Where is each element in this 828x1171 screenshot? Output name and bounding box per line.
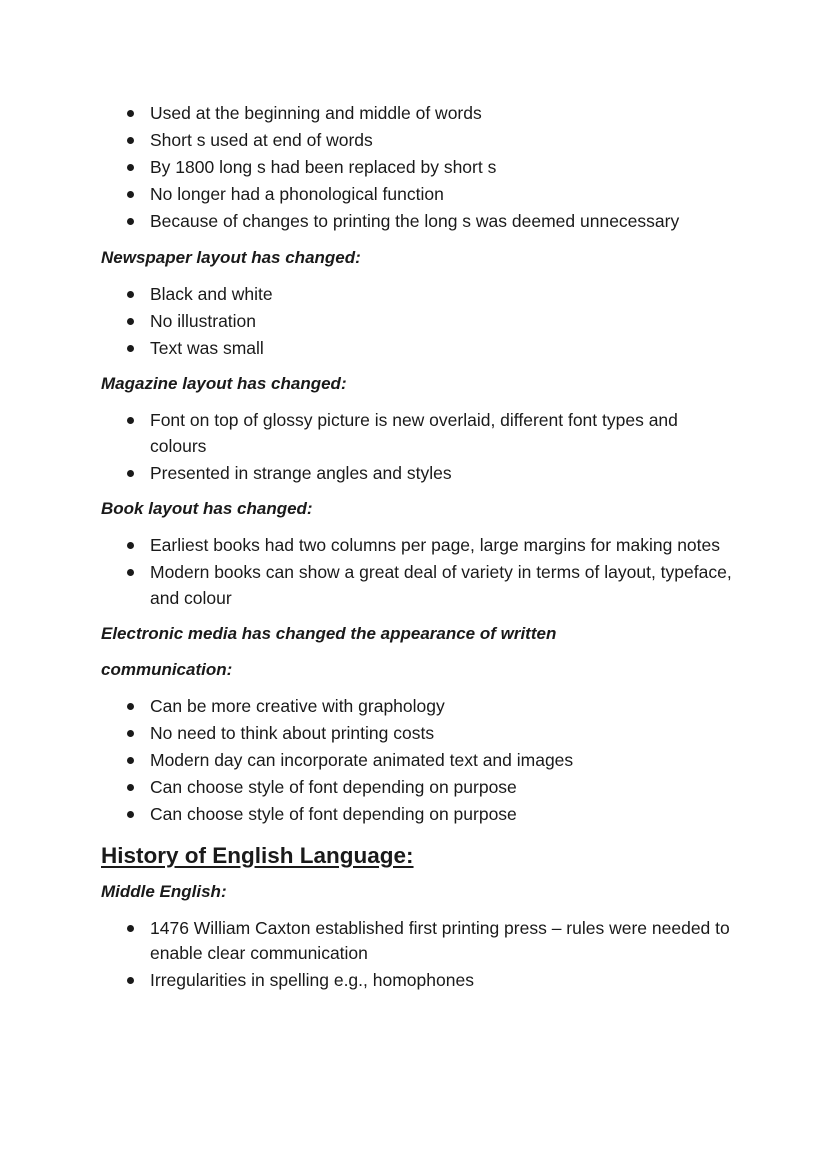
electronic-heading-continued: communication:	[101, 660, 233, 679]
list-item: Earliest books had two columns per page, large margins for making notes	[127, 533, 732, 559]
book-list	[101, 533, 732, 611]
list-item: No need to think about printing costs	[127, 721, 732, 747]
list-item: Can choose style of font depending on purpose	[127, 802, 732, 828]
list-item: Text was small	[127, 336, 732, 362]
list-item: No longer had a phonological function	[127, 182, 732, 208]
newspaper-list	[101, 282, 732, 362]
list-item: Can choose style of font depending on purpose	[127, 775, 732, 801]
newspaper-heading: Newspaper layout has changed:	[101, 247, 361, 267]
list-item: Short s used at end of words	[127, 128, 732, 154]
list-item: Because of changes to printing the long s was deemed unnecessary	[127, 209, 732, 235]
list-item: Modern books can show a great deal of variety in terms of layout, typeface, and colour	[127, 560, 732, 611]
list-item: Presented in strange angles and styles	[127, 461, 732, 487]
long-s-list	[101, 101, 732, 235]
middle-english-list	[101, 916, 732, 994]
electronic-heading: Electronic media has changed the appearance of written	[101, 624, 557, 643]
list-item: 1476 William Caxton established first printing press – rules were needed to enable clear communication	[127, 916, 732, 967]
list-item: Font on top of glossy picture is new overlaid, different font types and colours	[127, 408, 732, 459]
list-item: By 1800 long s had been replaced by short s	[127, 155, 732, 181]
list-item: Used at the beginning and middle of words	[127, 101, 732, 127]
history-heading: History of English Language:	[101, 842, 414, 868]
middle-english-heading: Middle English:	[101, 881, 227, 901]
magazine-heading: Magazine layout has changed:	[101, 374, 347, 393]
list-item: Irregularities in spelling e.g., homophones	[127, 968, 732, 994]
list-item: Modern day can incorporate animated text and images	[127, 748, 732, 774]
list-item: Can be more creative with graphology	[127, 694, 732, 720]
electronic-list	[101, 694, 732, 828]
list-item: Black and white	[127, 282, 732, 308]
magazine-list	[101, 408, 732, 486]
list-item: No illustration	[127, 309, 732, 335]
book-heading: Book layout has changed:	[101, 499, 313, 518]
